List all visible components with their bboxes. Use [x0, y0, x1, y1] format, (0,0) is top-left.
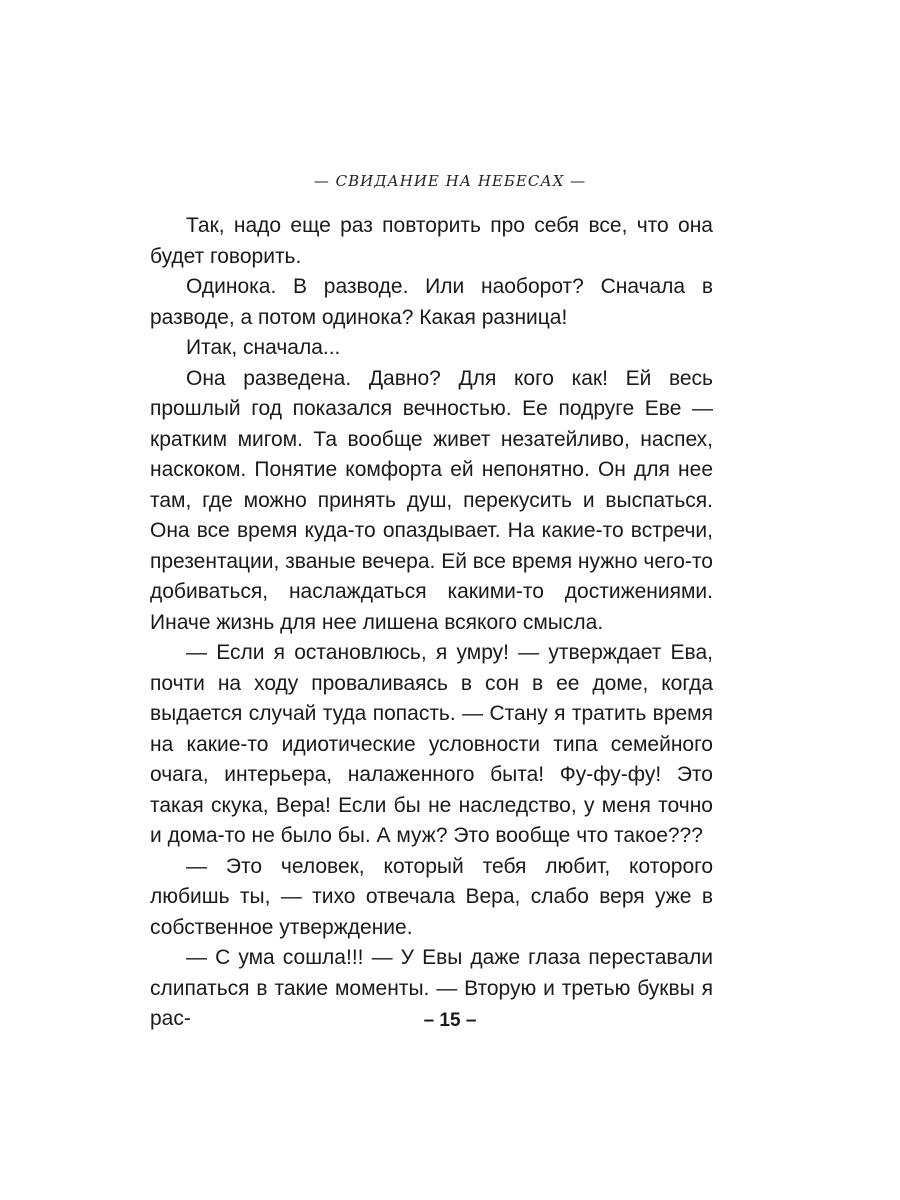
paragraph-7: — С ума сошла!!! — У Евы даже глаза переставали слипаться в такие моменты. — Вторую и третью буквы я рас- [150, 946, 713, 1030]
paragraph-4: Она разведена. Давно? Для кого как! Ей весь прошлый год показался вечностью. Ее подруге Еве — кратким мигом. Та вообще живет незатейливо, наспех, наскоком. Понятие комфорта ей непонятно. Он для нее там, где можно принять душ, перекусить и выспаться. Она все время куда-то опаздывает. На какие-то встречи, презентации, званые вечера. Ей все время нужно чего-то добиваться, наслаждаться какими-то достижениями. Иначе жизнь для нее лишена всякого смысла. [150, 366, 713, 634]
running-head: — СВИДАНИЕ НА НЕБЕСАХ — [313, 172, 587, 190]
paragraph-3: Итак, сначала... [186, 336, 341, 359]
paragraph-5: — Если я остановлюсь, я умру! — утверждает Ева, почти на ходу проваливаясь в сон в ее доме, когда выдается случай туда попасть. — Стану я тратить время на какие-то идиотические условности типа семейного очага, интерьера, налаженного быта! Фу-фу-фу! Это такая скука, Вера! Если бы не наследство, у меня точно и дома-то не было бы. А муж? Это вообще что такое??? [150, 641, 713, 847]
paragraph-2: Одинока. В разводе. Или наоборот? Сначала в разводе, а потом одинока? Какая разница! [150, 275, 713, 329]
paragraph-6: — Это человек, который тебя любит, которого любишь ты, — тихо отвечала Вера, слабо веря уже в собственное утверждение. [150, 854, 713, 939]
body-text [150, 211, 713, 1035]
page-number: – 15 – [423, 1010, 477, 1031]
paragraph-1: Так, надо еще раз повторить про себя все, что она будет говорить. [150, 214, 713, 268]
